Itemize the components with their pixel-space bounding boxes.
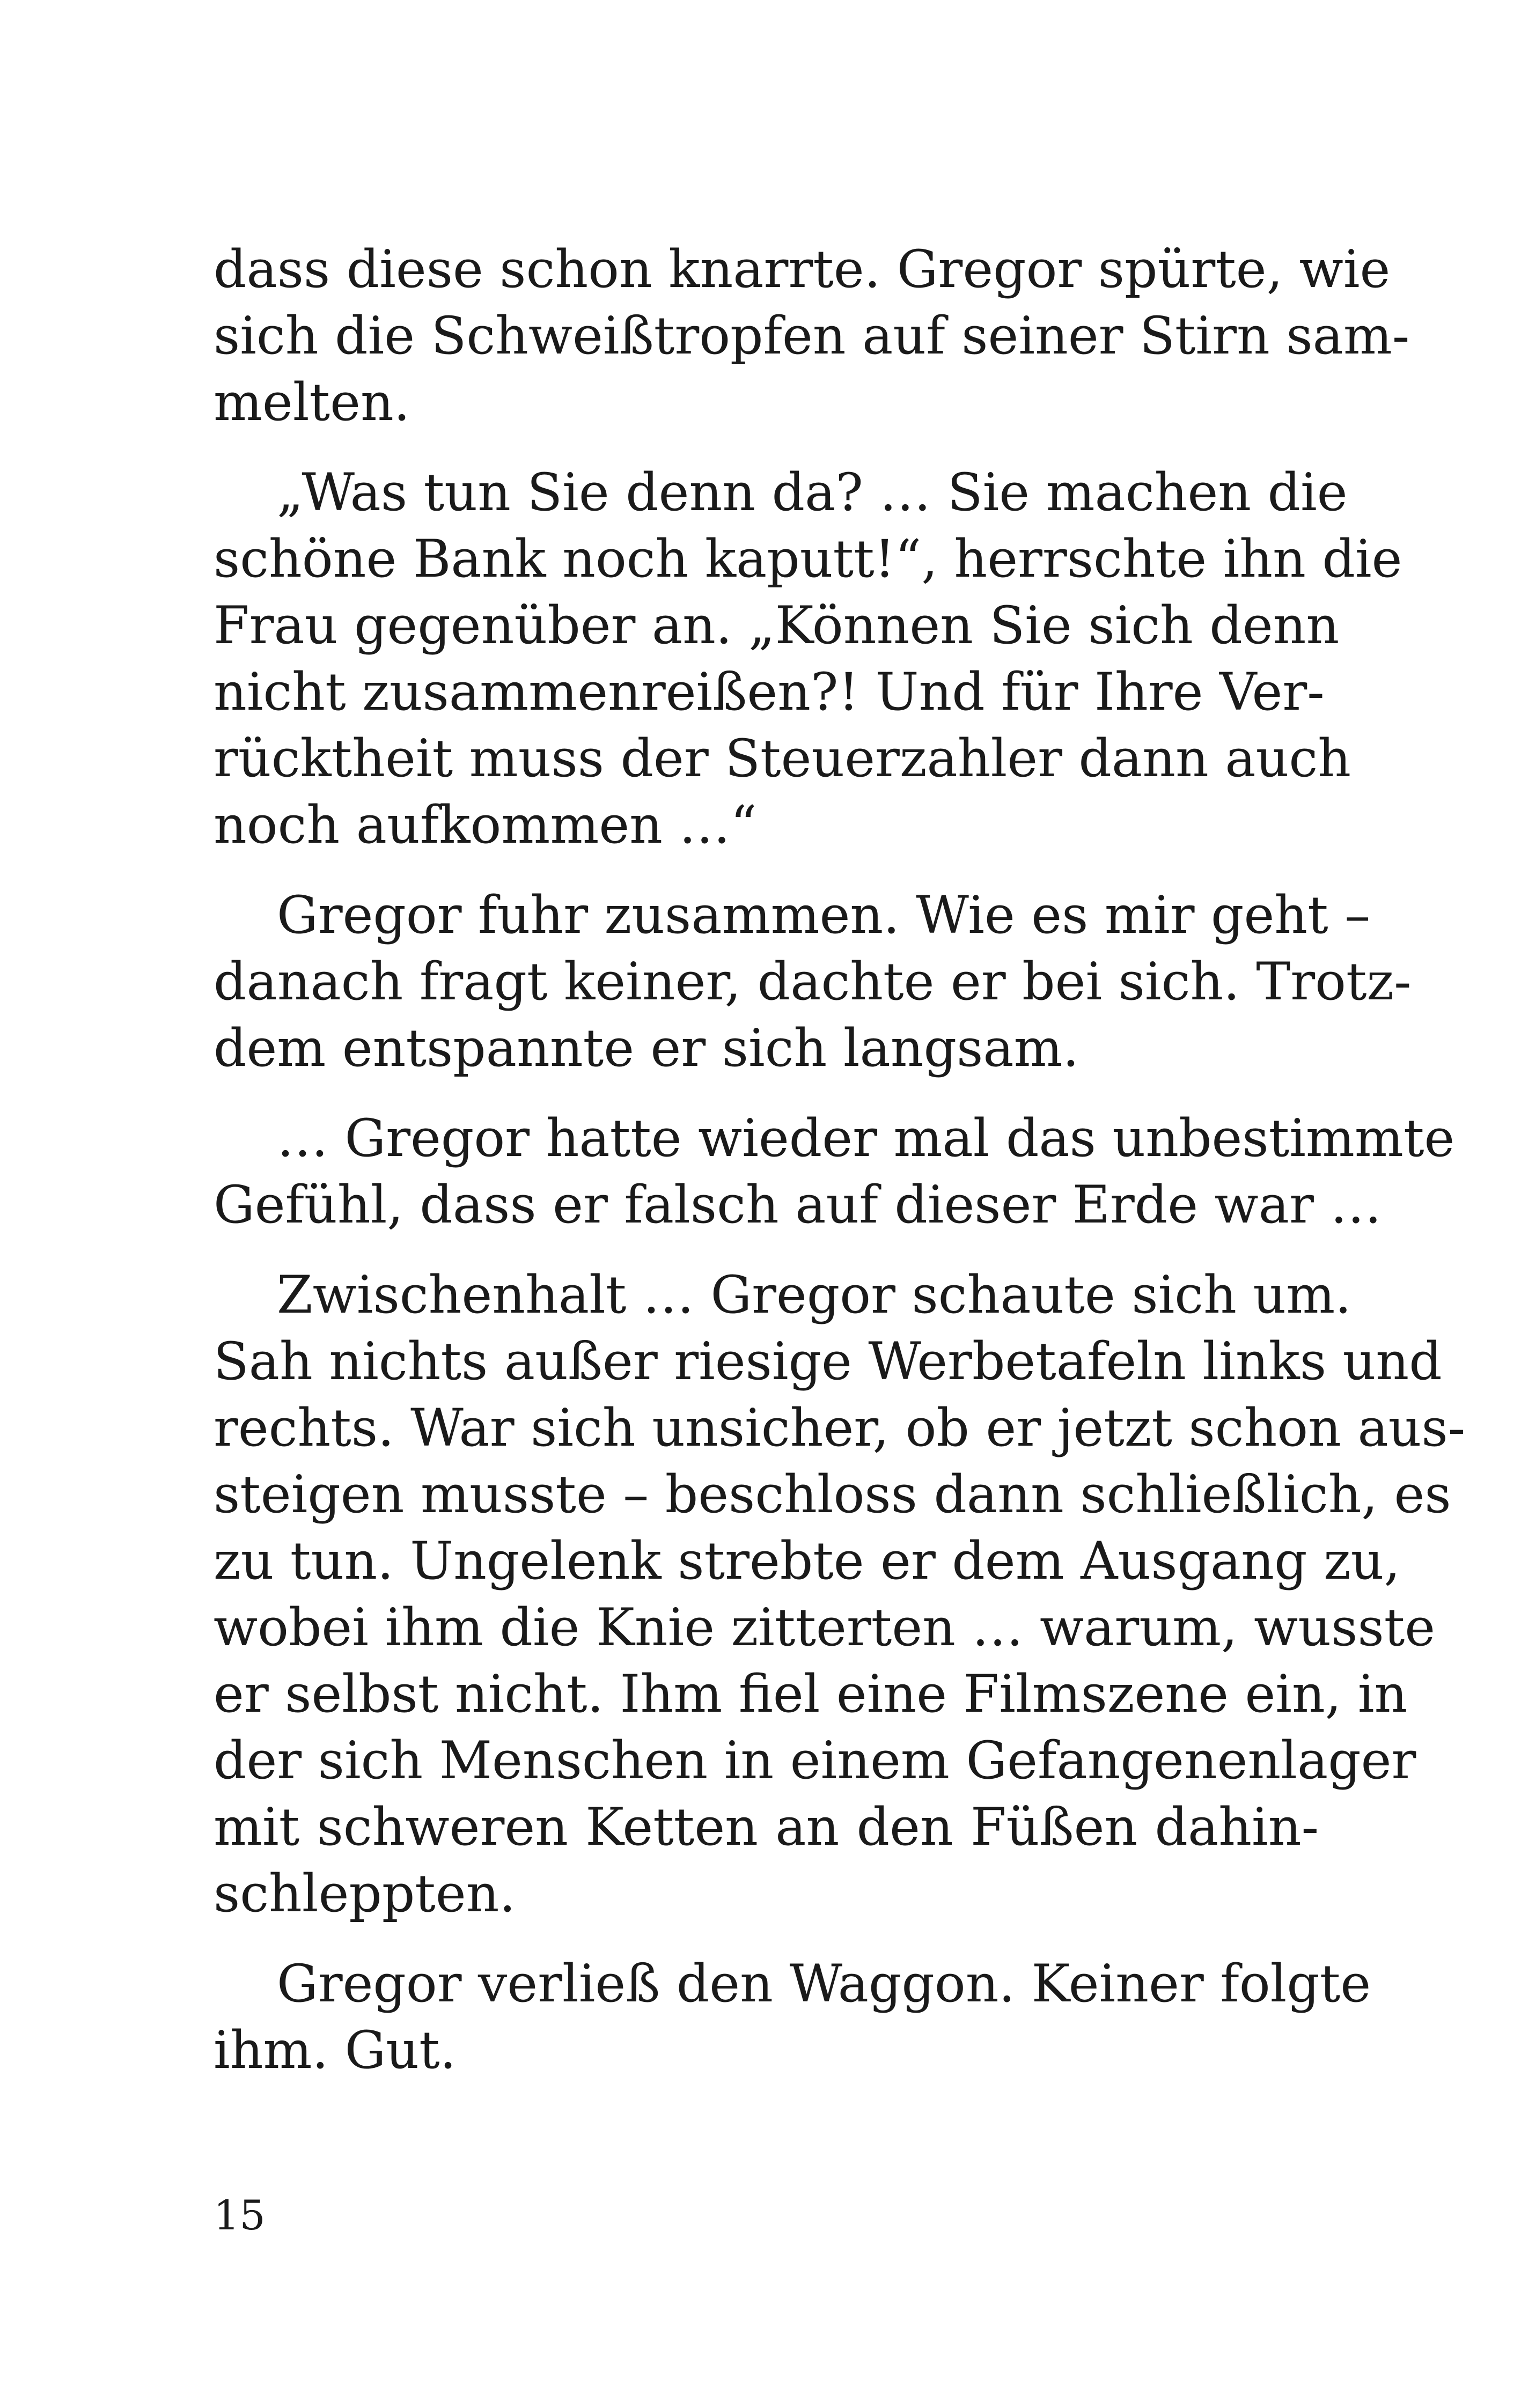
text-line: „Was tun Sie denn da? … Sie machen die — [277, 462, 1348, 522]
text-line: mit schweren Ketten an den Füßen dahin- — [214, 1797, 1319, 1857]
text-line: Gregor fuhr zusammen. Wie es mir geht – — [277, 885, 1371, 945]
text-line: dem entspannte er sich langsam. — [214, 1018, 1079, 1078]
text-line: nicht zusammenreißen?! Und für Ihre Ver- — [214, 662, 1325, 722]
text-line: Zwischenhalt … Gregor schaute sich um. — [277, 1265, 1351, 1325]
paragraph-4 — [214, 1105, 1455, 1238]
text-line: der sich Menschen in einem Gefangenenlager — [214, 1730, 1416, 1791]
text-line: Sah nichts außer riesige Werbetafeln links und — [214, 1331, 1442, 1391]
paragraph-3 — [214, 882, 1412, 1081]
paragraph-1 — [214, 236, 1410, 436]
text-line: schöne Bank noch kaputt!“, herrschte ihn die — [214, 529, 1402, 589]
text-line: steigen musste – beschloss dann schließlich, es — [214, 1464, 1451, 1525]
text-line: melten. — [214, 372, 410, 432]
text-line: noch aufkommen …“ — [214, 795, 757, 855]
text-line: Gefühl, dass er falsch auf dieser Erde war … — [214, 1175, 1382, 1235]
paragraph-2 — [214, 459, 1402, 858]
paragraph-5 — [214, 1262, 1466, 1927]
text-line: … Gregor hatte wieder mal das unbestimmte — [277, 1108, 1455, 1168]
text-line: zu tun. Ungelenk strebte er dem Ausgang zu, — [214, 1531, 1400, 1591]
text-line: schleppten. — [214, 1864, 516, 1924]
page-number: 15 — [214, 2191, 266, 2239]
text-line: ihm. Gut. — [214, 2020, 457, 2080]
text-line: er selbst nicht. Ihm fiel eine Filmszene ein, in — [214, 1664, 1408, 1724]
text-line: Gregor verließ den Waggon. Keiner folgte — [277, 1954, 1371, 2014]
text-line: rechts. War sich unsicher, ob er jetzt schon aus- — [214, 1398, 1466, 1458]
text-line: wobei ihm die Knie zitterten … warum, wusste — [214, 1597, 1436, 1658]
text-line: Frau gegenüber an. „Können Sie sich denn — [214, 595, 1340, 656]
text-line: sich die Schweißtropfen auf seiner Stirn sam- — [214, 306, 1410, 366]
text-line: dass diese schon knarrte. Gregor spürte, wie — [214, 239, 1391, 299]
body-text — [214, 236, 1466, 2083]
paragraph-6 — [214, 1950, 1371, 2083]
text-line: danach fragt keiner, dachte er bei sich. Trotz- — [214, 952, 1412, 1012]
text-line: rücktheit muss der Steuerzahler dann auch — [214, 728, 1351, 789]
